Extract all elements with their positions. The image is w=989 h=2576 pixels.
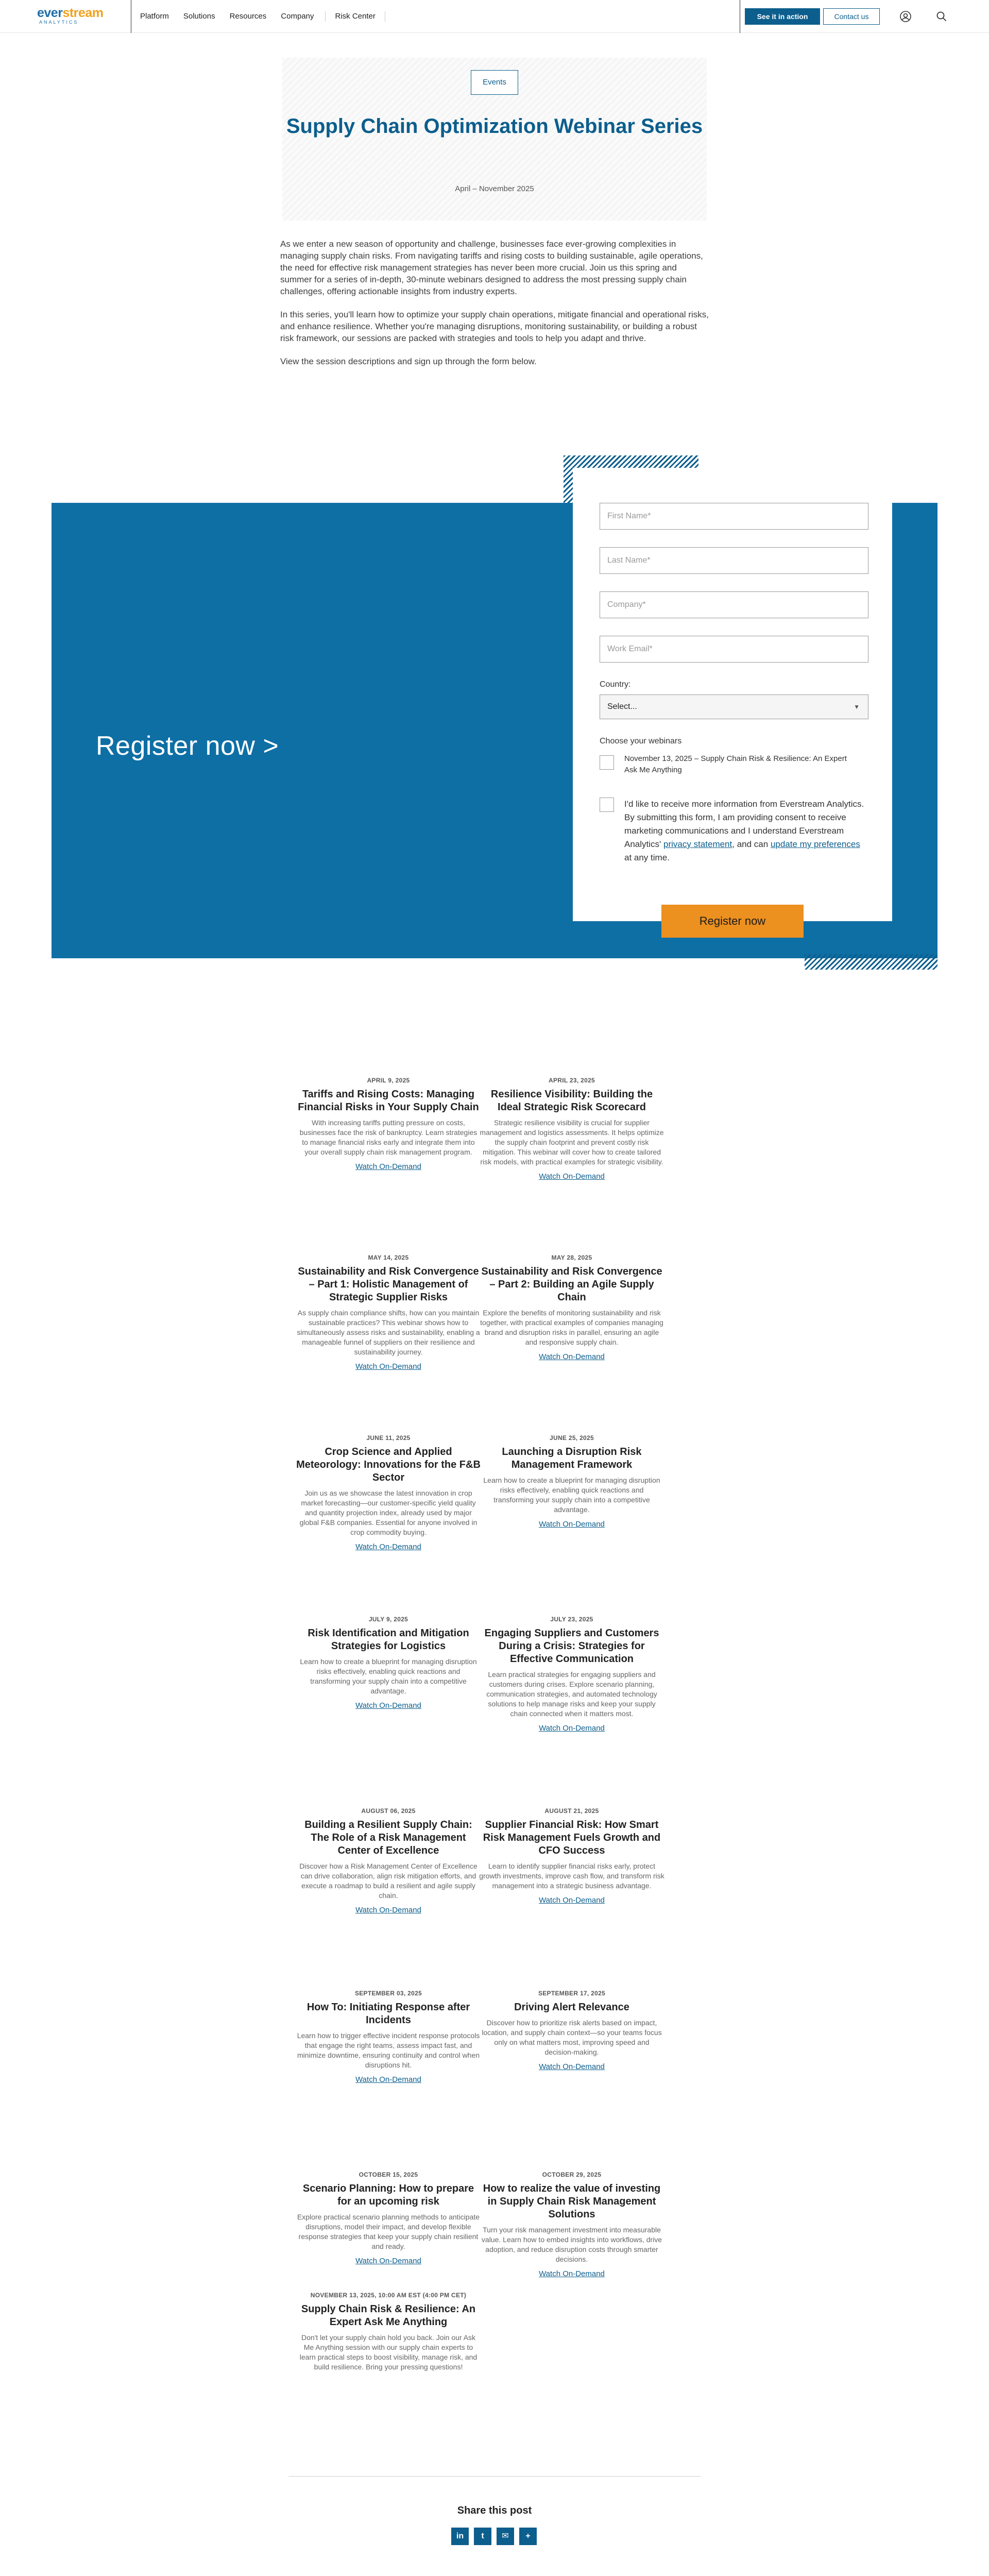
logo-word-ever: ever [37, 6, 63, 20]
event-date: MAY 14, 2025 [368, 1254, 409, 1261]
share-heading: Share this post [457, 2505, 532, 2516]
last-name-field[interactable]: Last Name* [600, 547, 868, 574]
event-description: Explore practical scenario planning methods to anticipate disruptions, model their impact, and develop flexible response strategies that keep your supply chain resilient and ready. [297, 2213, 480, 2250]
contact-us-button[interactable]: Contact us [823, 8, 880, 25]
webinar-checkbox[interactable] [600, 755, 614, 770]
event-card [296, 1616, 481, 1710]
register-heading: Register now > [96, 731, 279, 761]
event-title: How To: Initiating Response after Incidents [306, 2002, 470, 2026]
event-title: How to realize the value of investing in Supply Chain Risk Management Solutions [483, 2183, 661, 2220]
event-date: JULY 23, 2025 [550, 1616, 593, 1623]
event-description: Learn practical strategies for engaging suppliers and customers during crises. Explore scenario planning, communication strategies, and automated technology solutions to help manage risks and keep your supply chain connected when it matters most. [486, 1670, 657, 1718]
event-title: Launching a Disruption Risk Management Framework [502, 1446, 642, 1470]
event-description: Explore the benefits of monitoring sustainability and risk together, with practical examples of companies managing brand and disruption risks in parallel, ensuring an agile and responsive supply chain. [480, 1309, 663, 1346]
watch-on-demand-link[interactable]: Watch On-Demand [355, 2257, 421, 2265]
event-description: Discover how to prioritize risk alerts based on impact, location, and supply chain context—so your teams focus only on what matters most, improving speed and decision-making. [482, 2019, 662, 2056]
twitter-share-button[interactable]: t [474, 2528, 491, 2545]
event-title: Engaging Suppliers and Customers During a Crisis: Strategies for Effective Communication [484, 1628, 659, 1665]
event-title: Tariffs and Rising Costs: Managing Financial Risks in Your Supply Chain [298, 1089, 479, 1113]
event-date: MAY 28, 2025 [551, 1254, 592, 1261]
event-title: Resilience Visibility: Building the Ideal Strategic Risk Scorecard [490, 1089, 653, 1113]
watch-on-demand-link[interactable]: Watch On-Demand [355, 1543, 421, 1551]
decorative-stripes [564, 455, 698, 468]
country-select[interactable] [600, 694, 868, 719]
event-date: AUGUST 06, 2025 [361, 1807, 416, 1815]
intro-paragraph-1: As we enter a new season of opportunity and challenge, businesses face ever-growing complexities in managing supply chain risks. From navigating tariffs and rising costs to building sustainable, agile operations, the need for effective risk management strategies has never been more crucial. Join us this spring and summer for a series of in-depth, 30-minute webinars designed to address the most pressing supply chain challenges, offering actionable insights from industry experts. [280, 239, 703, 296]
more-share-button[interactable]: + [519, 2528, 537, 2545]
webinar-option-label: November 13, 2025 – Supply Chain Risk & Resilience: An Expert Ask Me Anything [624, 754, 847, 774]
consent-text [624, 798, 866, 865]
event-card [479, 1077, 664, 1181]
intro-paragraph-2: In this series, you'll learn how to optimize your supply chain operations, mitigate financial and operational risks, and enhance resilience. Whether you're managing disruptions, monitoring sustainability, or building a robust risk framework, our sessions are packed with strategies and tools to help you adapt and thrive. [280, 310, 709, 343]
event-card [479, 1616, 664, 1733]
event-description: Strategic resilience visibility is crucial for supplier management and logistics assessments. It helps optimize the supply chain footprint and prevent costly risk mitigation. This webinar will cover how to create tailored risk models, with practical examples for strategic visibility. [480, 1118, 664, 1166]
nav-platform[interactable]: Platform [140, 12, 169, 21]
event-title: Driving Alert Relevance [514, 2002, 629, 2013]
event-card [296, 1077, 481, 1172]
consent-text-b: , and can [732, 839, 769, 849]
work-email-field[interactable]: Work Email* [600, 636, 868, 663]
event-description: Learn how to create a blueprint for managing disruption risks effectively, enabling quick reactions and transforming your supply chain into a competitive advantage. [483, 1476, 660, 1514]
nav-solutions[interactable]: Solutions [183, 12, 215, 21]
event-card [296, 1254, 481, 1371]
event-date: JUNE 25, 2025 [550, 1434, 594, 1442]
event-card [296, 2292, 481, 2377]
event-card [296, 1434, 481, 1552]
watch-on-demand-link[interactable]: Watch On-Demand [355, 1362, 421, 1371]
event-date: SEPTEMBER 17, 2025 [538, 1990, 606, 1997]
event-card [296, 1990, 481, 2084]
divider [288, 2476, 701, 2477]
event-date: SEPTEMBER 03, 2025 [354, 1990, 422, 1997]
decorative-stripes [805, 954, 937, 970]
country-select-value: Select... [607, 702, 637, 711]
consent-text-a: I'd like to receive more information from Everstream Analytics. By submitting this form, I am providing consent to receive marketing communications and I understand Everstream Analytics' [624, 799, 864, 849]
event-card [479, 1254, 664, 1362]
nav-risk-center[interactable]: Risk Center [325, 11, 385, 22]
events-tag[interactable]: Events [471, 70, 518, 95]
event-description: Learn how to create a blueprint for managing disruption risks effectively, enabling quick reactions and transforming your supply chain into a competitive advantage. [300, 1657, 477, 1695]
event-title: Building a Resilient Supply Chain: The Role of a Risk Management Center of Excellence [304, 1819, 472, 1856]
intro-paragraph-3: View the session descriptions and sign up through the form below. [280, 357, 537, 366]
watch-on-demand-link[interactable]: Watch On-Demand [539, 2269, 605, 2278]
event-title: Scenario Planning: How to prepare for an upcoming risk [302, 2183, 474, 2207]
event-title: Sustainability and Risk Convergence – Part 1: Holistic Management of Strategic Supplier Risks [298, 1266, 479, 1303]
event-description: Discover how a Risk Management Center of Excellence can drive collaboration, align risk mitigation efforts, and execute a roadmap to build a resilient and agile supply chain. [299, 1862, 478, 1900]
watch-on-demand-link[interactable]: Watch On-Demand [539, 1896, 605, 1905]
privacy-statement-link[interactable]: privacy statement [663, 839, 732, 849]
user-icon[interactable] [899, 10, 912, 23]
event-date: JULY 9, 2025 [368, 1616, 408, 1623]
register-submit-button[interactable]: Register now [661, 905, 804, 938]
event-description: Learn to identify supplier financial risks early, protect growth investments, improve cash flow, and transform risk management into a strategic business advantage. [479, 1862, 664, 1890]
event-date: AUGUST 21, 2025 [544, 1807, 599, 1815]
watch-on-demand-link[interactable]: Watch On-Demand [539, 2062, 605, 2071]
series-date: April – November 2025 [455, 184, 534, 193]
logo-word-stream: stream [62, 6, 104, 20]
consent-checkbox[interactable] [600, 798, 614, 812]
watch-on-demand-link[interactable]: Watch On-Demand [355, 1162, 421, 1171]
search-icon[interactable] [935, 10, 948, 23]
main-menu [140, 11, 400, 22]
page-title: Supply Chain Optimization Webinar Series [286, 115, 703, 138]
share-buttons [451, 2528, 537, 2545]
intro-text [280, 238, 709, 379]
hero-banner [282, 58, 707, 221]
event-title: Risk Identification and Mitigation Strategies for Logistics [308, 1628, 469, 1652]
linkedin-share-button[interactable]: in [451, 2528, 469, 2545]
event-date: OCTOBER 29, 2025 [542, 2171, 602, 2178]
event-title: Crop Science and Applied Meteorology: Innovations for the F&B Sector [296, 1446, 481, 1483]
watch-on-demand-link[interactable]: Watch On-Demand [355, 1701, 421, 1710]
event-card [479, 1807, 664, 1905]
watch-on-demand-link[interactable]: Watch On-Demand [539, 1520, 605, 1529]
nav-company[interactable]: Company [281, 12, 314, 21]
event-title: Supplier Financial Risk: How Smart Risk Management Fuels Growth and CFO Success [483, 1819, 661, 1856]
event-card [479, 1990, 664, 2072]
watch-on-demand-link[interactable]: Watch On-Demand [539, 1352, 605, 1361]
watch-on-demand-link[interactable]: Watch On-Demand [355, 1906, 421, 1914]
event-date: NOVEMBER 13, 2025, 10:00 AM EST (4:00 PM CET) [310, 2292, 467, 2299]
event-card [479, 1434, 664, 1529]
registration-form [573, 468, 892, 921]
top-nav [0, 0, 989, 33]
chevron-down-icon: ▼ [854, 703, 860, 710]
event-title: Sustainability and Risk Convergence – Part 2: Building an Agile Supply Chain [481, 1266, 662, 1303]
event-date: APRIL 23, 2025 [548, 1077, 595, 1084]
event-date: APRIL 9, 2025 [367, 1077, 410, 1084]
event-description: Learn how to trigger effective incident response protocols that engage the right teams, assess impact fast, and minimize downtime, ensuring continuity and control when disruptions hit. [297, 2031, 480, 2069]
event-description: Don't let your supply chain hold you back. Join our Ask Me Anything session with our supply chain experts to learn practical steps to boost visibility, manage risk, and build resilience. Bring your pressing questions! [299, 2333, 478, 2371]
event-card [479, 2171, 664, 2279]
event-description: Turn your risk management investment into measurable value. Learn how to embed insights into workflows, drive adoption, and reduce disruption costs through smarter decisions. [481, 2226, 662, 2263]
email-share-button[interactable]: ✉ [497, 2528, 514, 2545]
watch-on-demand-link[interactable]: Watch On-Demand [539, 1172, 605, 1181]
company-field[interactable]: Company* [600, 591, 868, 618]
consent-text-c: at any time. [624, 853, 670, 862]
see-it-in-action-button[interactable]: See it in action [745, 8, 820, 25]
event-card [296, 1807, 481, 1915]
logo-subtitle: ANALYTICS [39, 20, 79, 25]
event-date: JUNE 11, 2025 [366, 1434, 411, 1442]
event-description: Join us as we showcase the latest innovation in crop market forecasting—our customer-specific yield quality and quantity projection index, already used by major global F&B companies. Essential for anyone involved in crop commodity buying. [299, 1489, 478, 1536]
event-description: With increasing tariffs putting pressure on costs, businesses face the risk of bankruptcy. Learn strategies to manage financial risks early and integrate them into your overall supply chain risk management program. [299, 1118, 478, 1156]
nav-resources[interactable]: Resources [229, 12, 267, 21]
event-description: As supply chain compliance shifts, how can you maintain sustainable practices? This webinar shows how to simultaneously assess risks and sustainability, enabling a manageable funnel of suppliers on their resilience and sustainability journey. [297, 1309, 480, 1356]
everstream-logo[interactable] [37, 6, 125, 25]
event-card [296, 2171, 481, 2266]
update-preferences-link[interactable]: update my preferences [770, 839, 860, 849]
webinars-label: Choose your webinars [600, 737, 682, 745]
watch-on-demand-link[interactable]: Watch On-Demand [539, 1724, 605, 1733]
watch-on-demand-link[interactable]: Watch On-Demand [355, 2075, 421, 2084]
event-title: Supply Chain Risk & Resilience: An Expert Ask Me Anything [301, 2303, 476, 2328]
first-name-field[interactable]: First Name* [600, 503, 868, 530]
event-date: OCTOBER 15, 2025 [359, 2171, 418, 2178]
country-label: Country: [600, 680, 631, 689]
